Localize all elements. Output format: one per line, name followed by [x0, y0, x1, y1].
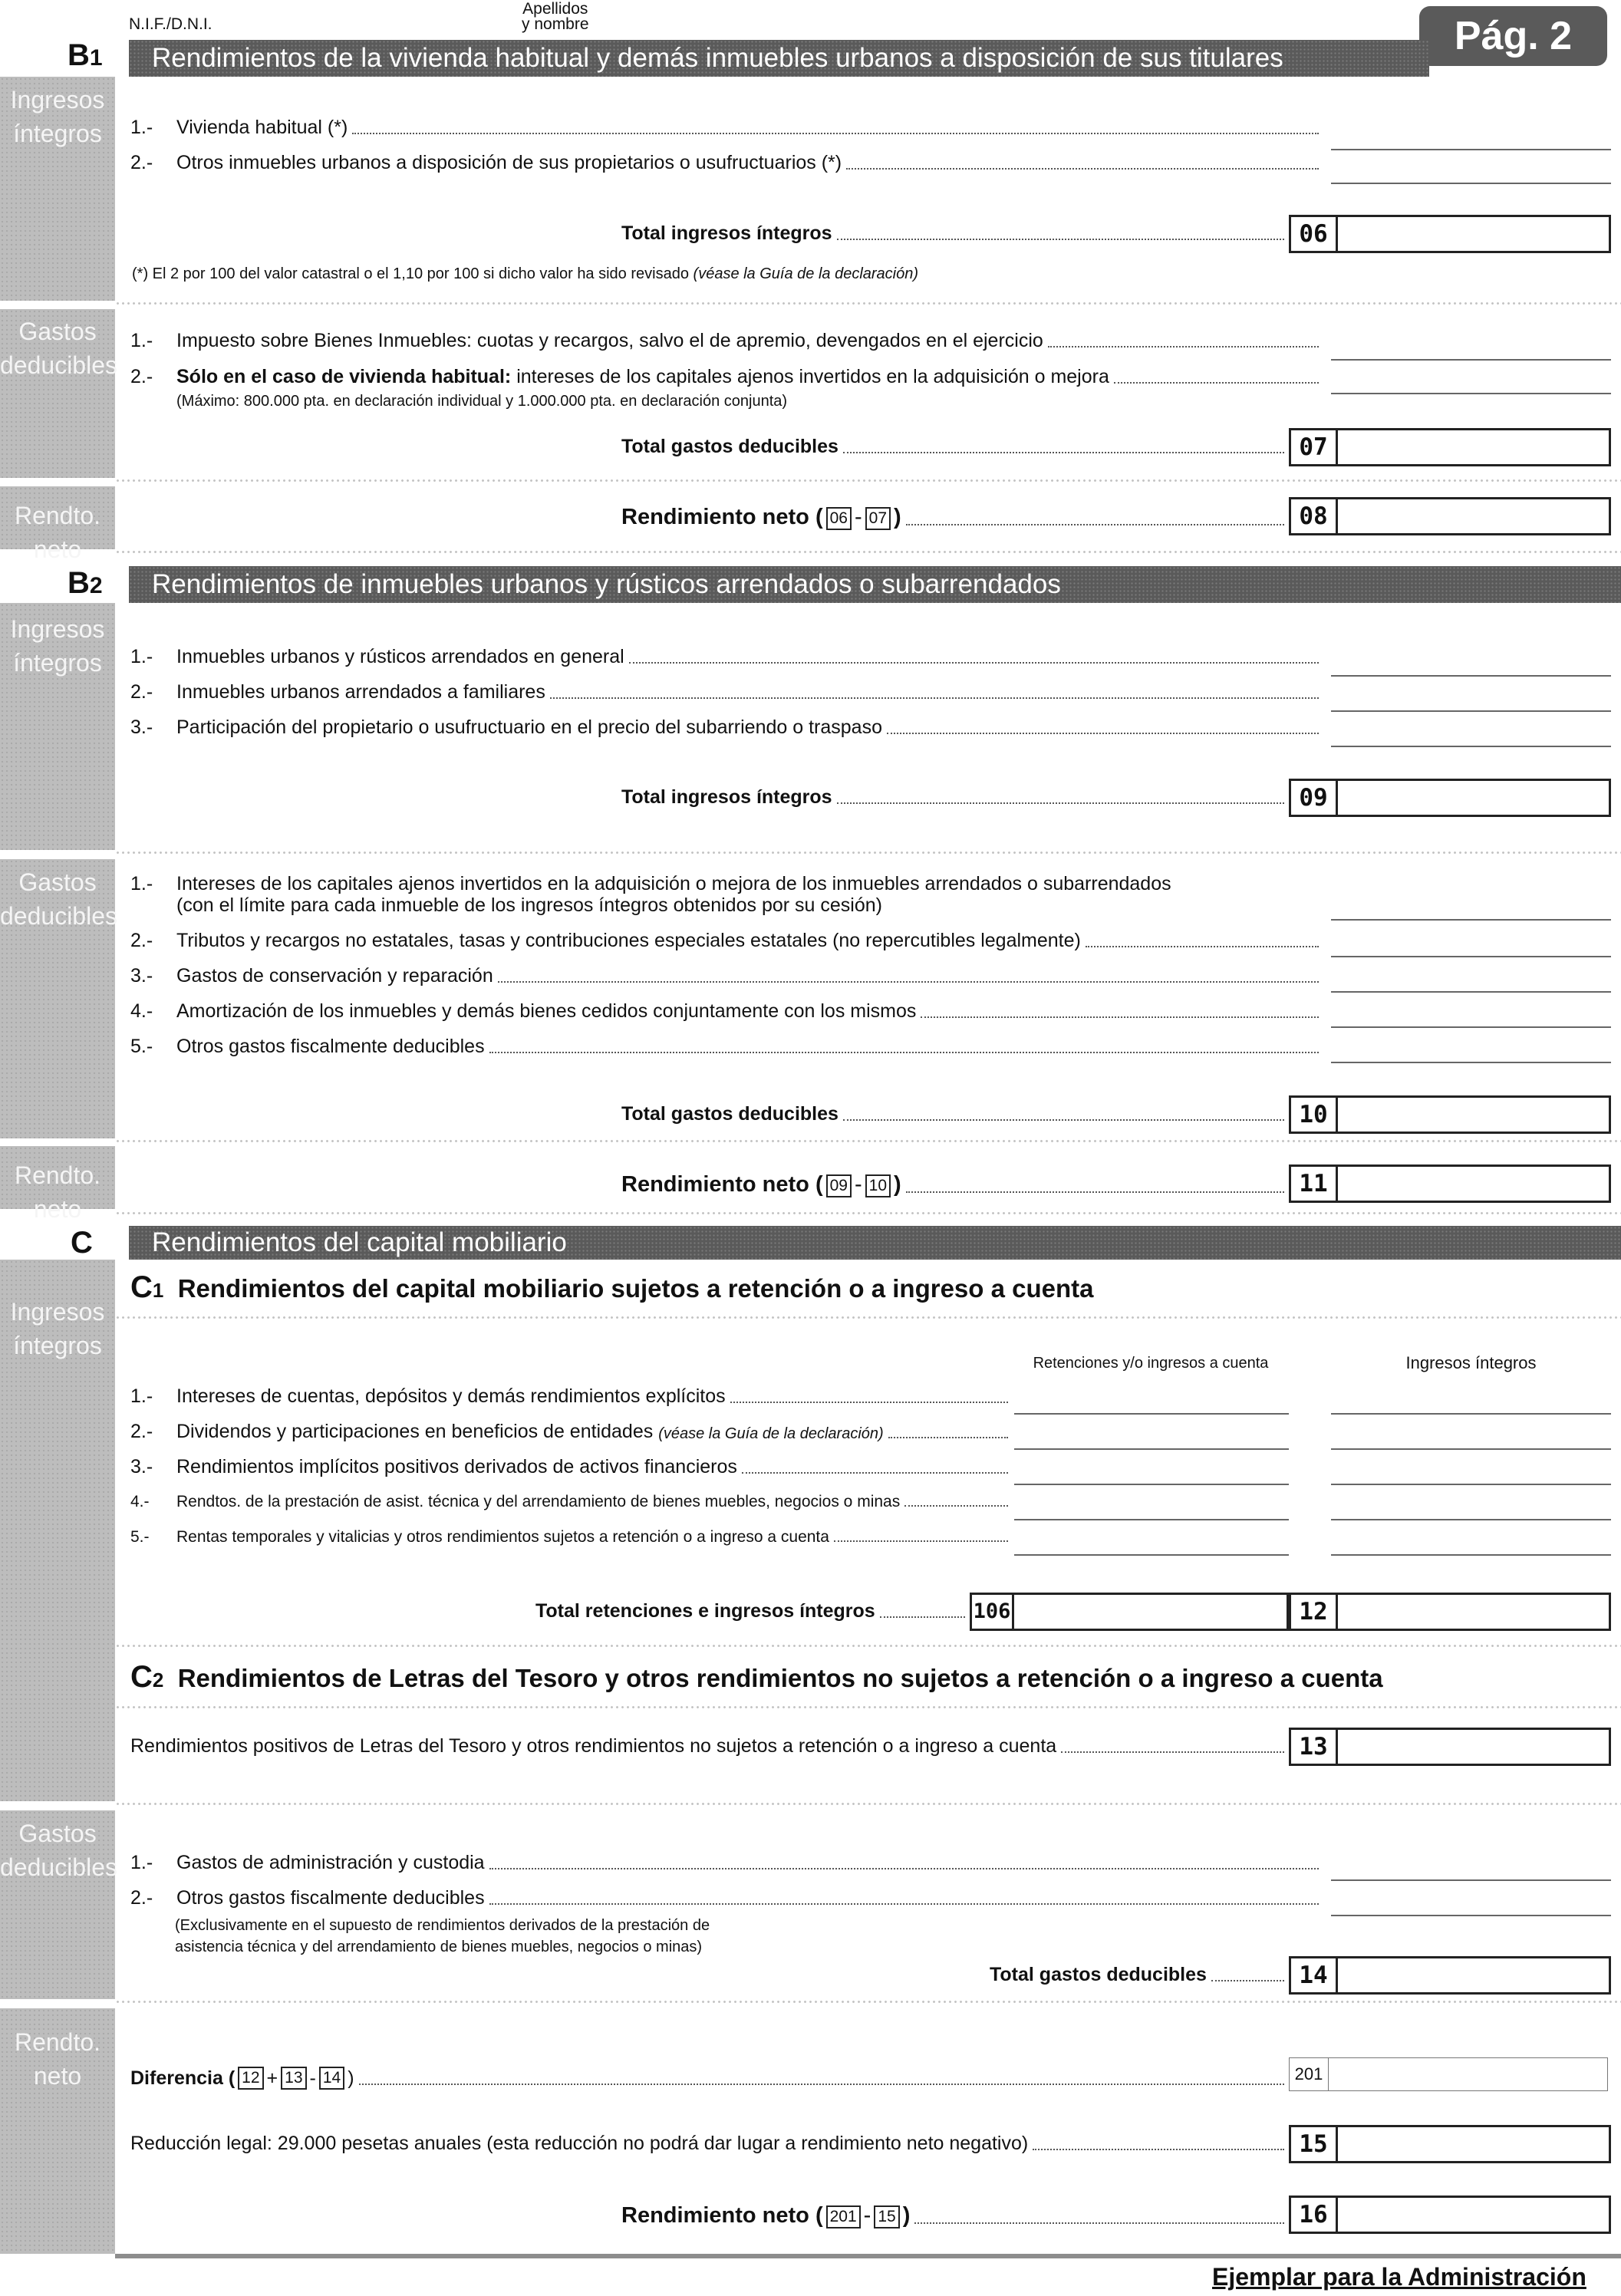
b1-total-gastos-label: Total gastos deducibles: [621, 436, 839, 457]
sidebar-label-line-1: Ingresos: [10, 615, 105, 643]
c1-total-row: [535, 1600, 970, 1622]
c-gasto-2-note-line-1: (Exclusivamente en el supuesto de rendimientos derivados de la prestación de: [175, 1917, 710, 1934]
c1-item-4-number: 4.-: [130, 1493, 150, 1510]
b2-gasto-1-field[interactable]: [1331, 917, 1611, 921]
section-c-title: Rendimientos del capital mobiliario: [129, 1226, 1621, 1260]
c-gasto-row-1: [130, 1852, 1323, 1874]
col-header-retenciones: Retenciones y/o ingresos a cuenta: [1033, 1355, 1269, 1372]
box-16[interactable]: [1289, 2196, 1611, 2234]
c1-item-2-ingreso[interactable]: [1331, 1447, 1611, 1450]
ref-09: 09: [826, 1174, 852, 1197]
c1-item-2-retencion[interactable]: [1014, 1447, 1289, 1450]
b2-ingreso-2-label: Inmuebles urbanos arrendados a familiares: [176, 681, 545, 703]
dot-leader: [1061, 1751, 1284, 1753]
dot-leader: [1033, 2149, 1284, 2150]
box-09-code: 09: [1291, 781, 1338, 815]
close-paren: ): [894, 1172, 901, 1197]
c1-sub: 1: [152, 1279, 164, 1302]
dot-leader: [742, 1472, 1008, 1474]
b1-ingreso-1-number: 1.-: [130, 117, 153, 138]
c1-item-5-ingreso[interactable]: [1331, 1553, 1611, 1556]
c1-row-1: [130, 1385, 1013, 1408]
b1-ingreso-row-2: [130, 152, 1323, 174]
b1-ingreso-2-field[interactable]: [1331, 181, 1611, 184]
section-c-letter: C: [71, 1226, 93, 1260]
separator: [115, 1801, 1621, 1807]
box-106[interactable]: [970, 1593, 1289, 1631]
nif-field[interactable]: [253, 21, 483, 34]
separator: [115, 549, 1621, 555]
c2-letter: C: [130, 1660, 153, 1694]
sidebar-label-line-1: Gastos: [18, 318, 97, 345]
sidebar-label-line-2: íntegros: [13, 649, 102, 677]
box-07-code: 07: [1291, 430, 1338, 464]
dot-leader: [1048, 346, 1319, 348]
c1-item-3-label: Rendimientos implícitos positivos derivados de activos financieros: [176, 1456, 737, 1477]
b2-gasto-5-label: Otros gastos fiscalmente deducibles: [176, 1036, 485, 1057]
c-gasto-2-label: Otros gastos fiscalmente deducibles: [176, 1887, 485, 1909]
section-b1-letter-sub: 1: [89, 45, 103, 71]
dot-leader: [489, 1052, 1319, 1053]
close-paren: ): [902, 2203, 911, 2228]
sidebar-label-line-1: Gastos: [18, 868, 97, 896]
close-paren: ): [894, 505, 901, 529]
section-b1-letter: [68, 38, 103, 73]
ref-13: 13: [281, 2067, 306, 2090]
b2-ingreso-row-1: [130, 646, 1323, 668]
plus-sign: +: [266, 2067, 278, 2089]
box-11-code: 11: [1291, 1167, 1338, 1201]
b2-gasto-5-field[interactable]: [1331, 1060, 1611, 1063]
minus-sign: -: [854, 1172, 862, 1197]
box-14-code: 14: [1291, 1958, 1338, 1992]
sidebar-label-line-1: Gastos: [18, 1820, 97, 1847]
b2-ingreso-3-field[interactable]: [1331, 744, 1611, 747]
b2-gasto-row-5: [130, 1036, 1323, 1058]
b2-ingreso-3-number: 3.-: [130, 716, 153, 738]
sidebar-label-line-1: Ingresos: [10, 1298, 105, 1326]
c1-item-4-retencion[interactable]: [1014, 1517, 1289, 1520]
b2-gasto-1-number: 1.-: [130, 873, 153, 894]
sidebar-b1-rendto-label: Rendto. neto: [14, 502, 101, 563]
c-rendimiento-neto-row: [621, 2203, 1289, 2228]
b1-ingreso-2-label: Otros inmuebles urbanos a disposición de sus propietarios o usufructuarios (*): [176, 152, 842, 173]
c2-heading: [130, 1660, 1383, 1695]
dot-leader: [550, 697, 1319, 699]
dot-leader: [1086, 946, 1319, 947]
b2-rendimiento-neto-label: Rendimiento neto (: [621, 1172, 823, 1197]
b2-gasto-3-field[interactable]: [1331, 990, 1611, 993]
b1-total-ingresos-label: Total ingresos íntegros: [621, 222, 832, 244]
dot-leader: [843, 1119, 1284, 1121]
c-gasto-2-note: [175, 1915, 710, 1958]
b2-total-ingresos-label: Total ingresos íntegros: [621, 786, 832, 808]
box-13[interactable]: [1289, 1728, 1611, 1766]
c-gasto-2-number: 2.-: [130, 1887, 153, 1909]
c1-item-2-number: 2.-: [130, 1421, 153, 1442]
b1-gasto-2-label: intereses de los capitales ajenos invertidos en la adquisición o mejora: [516, 366, 1109, 387]
b2-gasto-3-label: Gastos de conservación y reparación: [176, 965, 493, 987]
c1-item-1-retencion[interactable]: [1014, 1412, 1289, 1415]
c1-item-1-ingreso[interactable]: [1331, 1412, 1611, 1415]
dot-leader: [904, 1505, 1008, 1507]
name-label-2: y nombre: [522, 15, 589, 33]
b2-gasto-row-1: [130, 873, 1171, 895]
b1-ingreso-2-number: 2.-: [130, 152, 153, 173]
b1-total-ingresos-row: [621, 222, 1289, 245]
box-201-code: 201: [1290, 2058, 1329, 2090]
c1-title: Rendimientos del capital mobiliario sujetos a retención o a ingreso a cuenta: [177, 1274, 1094, 1303]
ref-14: 14: [319, 2067, 344, 2090]
c1-item-1-number: 1.-: [130, 1385, 153, 1407]
dot-leader: [846, 168, 1319, 170]
separator: [115, 1705, 1621, 1711]
c-rendimiento-neto-label: Rendimiento neto (: [621, 2203, 823, 2228]
b1-rendimiento-neto-row: [621, 505, 1289, 530]
sidebar-label-line-2: íntegros: [13, 1332, 102, 1359]
section-b2-letter-main: B: [68, 566, 90, 600]
section-b1-letter-main: B: [68, 38, 90, 72]
box-06-code: 06: [1291, 217, 1338, 251]
section-b2-title: Rendimientos de inmuebles urbanos y rústicos arrendados o subarrendados: [129, 566, 1621, 603]
section-b2-letter-sub: 2: [89, 573, 103, 598]
section-b2-letter: [68, 566, 103, 601]
dot-leader: [498, 981, 1319, 983]
b1-rendimiento-neto-label: Rendimiento neto (: [621, 505, 823, 529]
box-09[interactable]: [1289, 779, 1611, 817]
c-total-gastos-row: [990, 1964, 1289, 1986]
b2-total-ingresos-row: [621, 786, 1289, 809]
c-gasto-1-label: Gastos de administración y custodia: [176, 1852, 485, 1873]
c1-item-1-label: Intereses de cuentas, depósitos y demás rendimientos explícitos: [176, 1385, 726, 1407]
box-14[interactable]: [1289, 1956, 1611, 1995]
sidebar-b2-ingresos-label: [0, 612, 115, 680]
b2-gasto-4-number: 4.-: [130, 1000, 153, 1022]
box-12-code: 12: [1291, 1595, 1338, 1629]
b1-gasto-2-note: (Máximo: 800.000 pta. en declaración individual y 1.000.000 pta. en declaración conjunta): [176, 393, 788, 410]
c2-line-label: Rendimientos positivos de Letras del Tesoro y otros rendimientos no sujetos a retención o a ingreso a cuenta: [130, 1735, 1057, 1757]
dot-leader: [906, 1191, 1284, 1193]
ref-15: 15: [874, 2205, 899, 2228]
c1-item-2-label: Dividendos y participaciones en beneficios de entidades: [176, 1421, 654, 1442]
b2-gasto-4-field[interactable]: [1331, 1025, 1611, 1028]
b1-gasto-1-field[interactable]: [1331, 357, 1611, 361]
b2-ingreso-row-3: [130, 716, 1323, 739]
c1-item-3-retencion[interactable]: [1014, 1482, 1289, 1485]
c-gasto-1-field[interactable]: [1331, 1878, 1611, 1881]
b2-gasto-2-label: Tributos y recargos no estatales, tasas y contribuciones especiales estatales (no repercutibles legalmente): [176, 930, 1081, 951]
ejemplar-label: Ejemplar para la Administración: [1212, 2263, 1586, 2291]
sidebar-label-line-2: deducibles: [0, 1853, 117, 1881]
dot-leader: [888, 1437, 1008, 1438]
separator: [115, 301, 1621, 307]
page-number-badge: Pág. 2: [1419, 6, 1607, 66]
diferencia-label: Diferencia (: [130, 2067, 236, 2089]
b2-gasto-1-label-a: Intereses de los capitales ajenos invertidos en la adquisición o mejora de los inmuebles arrendados o subarrendados: [176, 873, 1171, 894]
sidebar-b1-ingresos-label: [0, 83, 115, 150]
box-07[interactable]: [1289, 428, 1611, 466]
sidebar-label-line-2: deducibles: [0, 351, 117, 379]
dot-leader: [352, 133, 1319, 134]
dot-leader: [489, 1868, 1319, 1869]
c1-total-label: Total retenciones e ingresos íntegros: [535, 1600, 875, 1622]
box-11[interactable]: [1289, 1164, 1611, 1203]
c1-item-5-label: Rentas temporales y vitalicias y otros rendimientos sujetos a retención o a ingreso a cuenta: [176, 1528, 829, 1546]
dot-leader: [914, 2222, 1284, 2224]
b2-gasto-4-label: Amortización de los inmuebles y demás bienes cedidos conjuntamente con los mismos: [176, 1000, 917, 1022]
name-label: [522, 2, 589, 32]
c1-item-4-ingreso[interactable]: [1331, 1517, 1611, 1520]
c-total-gastos-label: Total gastos deducibles: [990, 1964, 1207, 1985]
b2-ingreso-2-number: 2.-: [130, 681, 153, 703]
box-15-code: 15: [1291, 2127, 1338, 2161]
nif-label: N.I.F./D.N.I.: [129, 15, 213, 33]
c2-title: Rendimientos de Letras del Tesoro y otros rendimientos no sujetos a retención o a ingreso a cuenta: [177, 1664, 1383, 1692]
c1-item-3-ingreso[interactable]: [1331, 1482, 1611, 1485]
separator: [115, 1211, 1621, 1217]
sidebar-label-line-2: íntegros: [13, 120, 102, 147]
sidebar-b1-gastos-label: [0, 315, 115, 382]
dot-leader: [837, 239, 1284, 240]
name-field[interactable]: [667, 21, 1358, 34]
bottom-rule: [115, 2254, 1621, 2258]
c2-sub: 2: [152, 1668, 164, 1692]
b1-footnote: [132, 265, 918, 283]
b2-ingreso-1-number: 1.-: [130, 646, 153, 667]
minus-sign: -: [863, 2203, 871, 2228]
b1-gasto-1-label: Impuesto sobre Bienes Inmuebles: cuotas y recargos, salvo el de apremio, devengados en el ejercicio: [176, 330, 1043, 351]
c-gasto-row-2: [130, 1887, 1323, 1909]
sidebar-label-line-1: Ingresos: [10, 86, 105, 114]
box-13-code: 13: [1291, 1730, 1338, 1764]
b2-total-gastos-row: [621, 1103, 1289, 1125]
dot-leader: [1114, 382, 1319, 384]
b1-gasto-2-bold: Sólo en el caso de vivienda habitual:: [176, 366, 512, 387]
c1-row-3: [130, 1456, 1013, 1478]
b1-ingreso-1-field[interactable]: [1331, 147, 1611, 150]
ref-10: 10: [865, 1174, 891, 1197]
b2-gasto-2-field[interactable]: [1331, 954, 1611, 957]
b2-gasto-row-1b: [176, 894, 1323, 917]
separator: [115, 1315, 1621, 1321]
b2-ingreso-2-field[interactable]: [1331, 709, 1611, 712]
b2-ingreso-row-2: [130, 681, 1323, 703]
section-b1-title: Rendimientos de la vivienda habitual y demás inmuebles urbanos a disposición de sus titulares: [129, 40, 1429, 77]
col-header-ingresos: Ingresos íntegros: [1405, 1353, 1537, 1372]
c1-item-4-label: Rendtos. de la prestación de asist. técnica y del arrendamiento de bienes muebles, negocios o minas: [176, 1493, 901, 1510]
ref-06: 06: [826, 507, 852, 530]
separator: [115, 850, 1621, 856]
c2-row: [130, 1735, 1289, 1757]
dot-leader: [880, 1616, 965, 1618]
box-08-code: 08: [1291, 499, 1338, 533]
separator: [115, 478, 1621, 484]
b1-total-gastos-row: [621, 436, 1289, 458]
dot-leader: [921, 1016, 1319, 1018]
sidebar-label-line-2: deducibles: [0, 902, 117, 930]
b2-gasto-row-3: [130, 965, 1323, 987]
b2-gasto-row-2: [130, 930, 1323, 952]
dot-leader: [843, 452, 1284, 453]
b1-gasto-2-number: 2.-: [130, 366, 153, 387]
dot-leader: [837, 802, 1284, 804]
dot-leader: [359, 2084, 1284, 2085]
b2-ingreso-1-label: Inmuebles urbanos y rústicos arrendados en general: [176, 646, 624, 667]
box-06[interactable]: [1289, 215, 1611, 253]
b2-gasto-2-number: 2.-: [130, 930, 153, 951]
dot-leader: [1211, 1980, 1284, 1981]
c1-letter: C: [130, 1270, 153, 1304]
b2-gasto-1-label-b: (con el límite para cada inmueble de los ingresos íntegros obtenidos por su cesión): [176, 894, 882, 916]
b2-gasto-row-4: [130, 1000, 1323, 1023]
sidebar-c-ingresos-label: [0, 1295, 115, 1362]
b1-ingreso-row-1: [130, 117, 1323, 139]
dot-leader: [730, 1402, 1008, 1403]
c1-row-5: [130, 1528, 1013, 1547]
box-08[interactable]: [1289, 497, 1611, 535]
sidebar-c-rendto-label: Rendto. neto: [14, 2028, 101, 2090]
diferencia-row: [130, 2067, 1289, 2090]
c1-item-5-number: 5.-: [130, 1528, 150, 1546]
separator: [115, 1643, 1621, 1649]
reduccion-label: Reducción legal: 29.000 pesetas anuales (esta reducción no podrá dar lugar a rendimiento neto negativo): [130, 2133, 1029, 2154]
close-paren: ): [348, 2067, 354, 2089]
c1-heading: [130, 1270, 1094, 1305]
box-10-code: 10: [1291, 1098, 1338, 1132]
b2-gasto-5-number: 5.-: [130, 1036, 153, 1057]
spacer: [887, 911, 1319, 912]
b2-ingreso-1-field[interactable]: [1331, 674, 1611, 677]
b1-footnote-italic: (véase la Guía de la declaración): [693, 265, 919, 282]
c-gasto-2-note-line-2: asistencia técnica y del arrendamiento de bienes muebles, negocios o minas): [175, 1939, 703, 1955]
box-10[interactable]: [1289, 1095, 1611, 1134]
reduccion-row: [130, 2133, 1289, 2155]
name-label-1: Apellidos: [522, 0, 588, 18]
separator: [115, 1138, 1621, 1145]
b1-footnote-text: (*) El 2 por 100 del valor catastral o el 1,10 por 100 si dicho valor ha sido revisado: [132, 265, 689, 282]
sidebar-b2-gastos-label: [0, 865, 115, 933]
dot-leader: [834, 1540, 1008, 1542]
b1-gasto-row-2: [130, 366, 1323, 388]
b1-ingreso-1-label: Vivienda habitual (*): [176, 117, 348, 138]
minus-sign: -: [309, 2067, 316, 2089]
ref-12: 12: [238, 2067, 263, 2090]
box-201[interactable]: [1289, 2057, 1608, 2091]
b2-gasto-3-number: 3.-: [130, 965, 153, 987]
box-15[interactable]: [1289, 2125, 1611, 2163]
b2-total-gastos-label: Total gastos deducibles: [621, 1103, 839, 1125]
c1-item-2-italic: (véase la Guía de la declaración): [658, 1425, 884, 1442]
separator: [115, 1999, 1621, 2005]
c1-item-5-retencion[interactable]: [1014, 1553, 1289, 1556]
c-gasto-2-field[interactable]: [1331, 1913, 1611, 1916]
box-16-code: 16: [1291, 2198, 1338, 2232]
dot-leader: [489, 1903, 1319, 1905]
b1-gasto-2-field[interactable]: [1331, 391, 1611, 394]
c1-row-4: [130, 1493, 1013, 1511]
box-12[interactable]: [1289, 1593, 1611, 1631]
minus-sign: -: [854, 505, 862, 529]
dot-leader: [887, 733, 1319, 734]
sidebar-b2-rendto-label: Rendto. neto: [14, 1161, 101, 1223]
dot-leader: [629, 662, 1319, 664]
box-106-code: 106: [972, 1595, 1014, 1629]
c-gasto-1-number: 1.-: [130, 1852, 153, 1873]
c1-item-3-number: 3.-: [130, 1456, 153, 1477]
b1-gasto-1-number: 1.-: [130, 330, 153, 351]
sidebar-c-gastos-label: [0, 1817, 115, 1884]
b1-gasto-row-1: [130, 330, 1323, 352]
dot-leader: [906, 524, 1284, 525]
ref-07: 07: [865, 507, 891, 530]
b2-ingreso-3-label: Participación del propietario o usufructuario en el precio del subarriendo o traspaso: [176, 716, 882, 738]
ref-201: 201: [826, 2205, 861, 2228]
b2-rendimiento-neto-row: [621, 1172, 1289, 1197]
c1-row-2: [130, 1421, 1013, 1443]
